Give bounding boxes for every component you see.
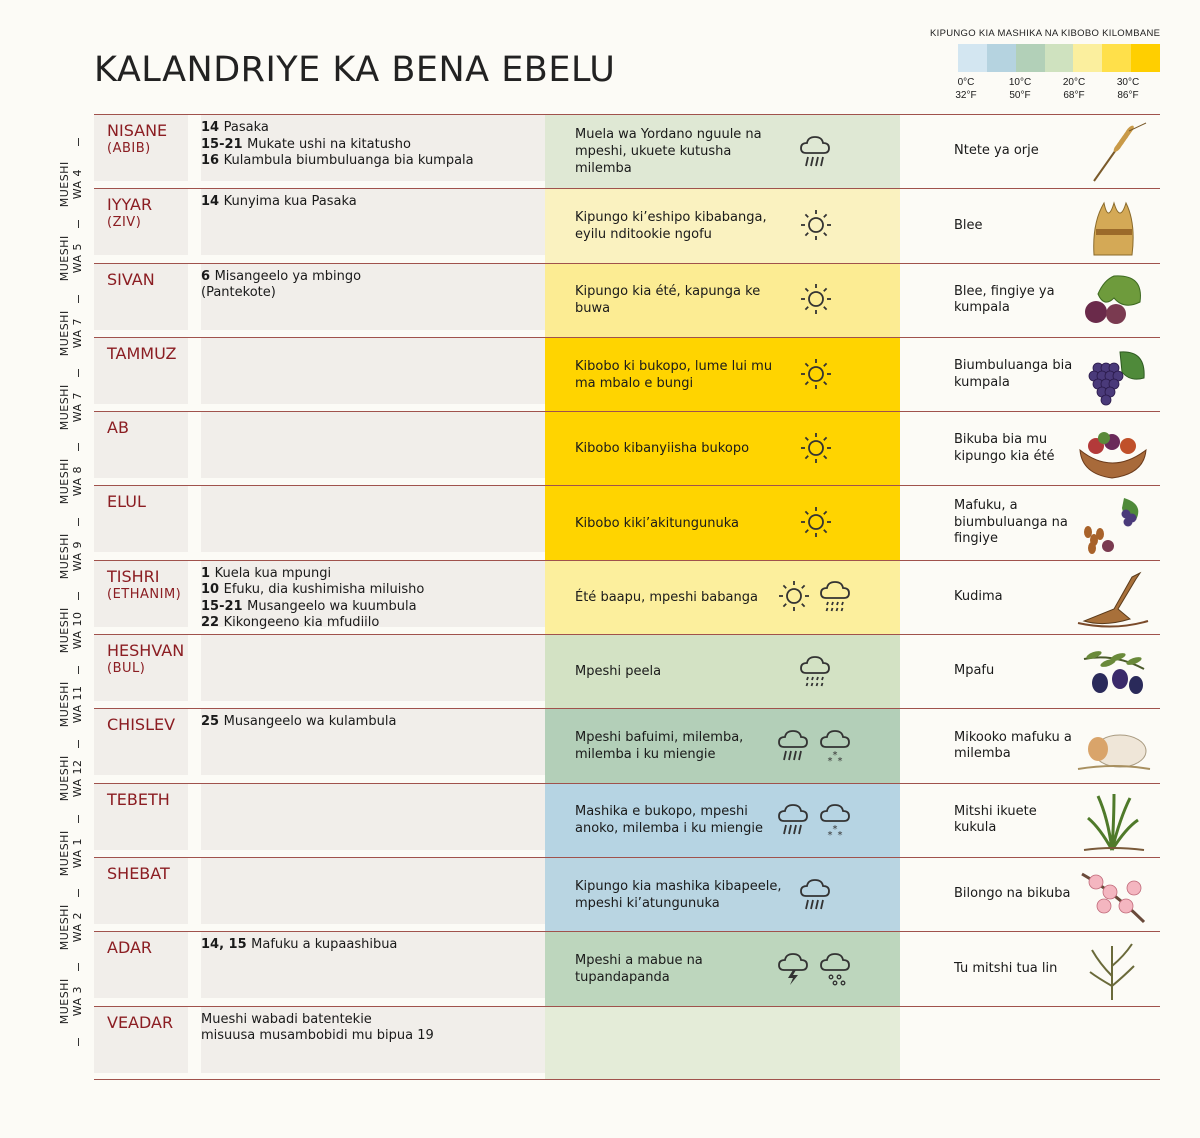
agriculture-text: Blee, fingiye ya kumpala — [954, 283, 1055, 316]
month-row — [94, 188, 1160, 262]
events-cell — [201, 115, 545, 181]
month-row — [94, 411, 1160, 485]
agriculture-text: Kudima — [954, 589, 1003, 605]
event-date: 1 — [201, 565, 215, 581]
month-cell — [94, 635, 188, 701]
agriculture-text: Biumbuluanga bia kumpala — [954, 358, 1073, 390]
event-text: Kunyima kua Pasaka — [223, 194, 357, 210]
tick-celsius: 10°C — [1008, 77, 1032, 88]
event-line — [201, 566, 545, 583]
agriculture-illustration — [1074, 788, 1152, 854]
month-cell — [94, 486, 188, 552]
weather-icons — [797, 189, 835, 262]
event-text: Kikongeeno kia mfudiilo — [223, 615, 380, 631]
agriculture-illustration — [1074, 193, 1152, 259]
event-text: Mueshi wabadi batentekie — [201, 1011, 372, 1027]
month-alt-name: (ETHANIM) — [107, 586, 182, 602]
agriculture-illustration — [1074, 490, 1152, 556]
weather-text: Mpeshi a mabue na tupandapanda — [575, 952, 703, 985]
gregorian-month-label: MUESHI WA 7 — [58, 384, 84, 431]
agriculture-illustration — [1074, 342, 1152, 408]
thunder-cloud-icon — [775, 950, 813, 988]
legend-tick — [946, 76, 986, 102]
month-row — [94, 931, 1160, 1005]
event-date: 14 — [201, 120, 224, 135]
events-cell — [201, 932, 545, 998]
weather-cell — [545, 189, 900, 262]
weather-cell — [545, 858, 900, 931]
fruit-basket-icon — [1074, 416, 1152, 482]
tick-fahrenheit: 86°F — [1117, 90, 1139, 101]
weather-cell — [545, 709, 900, 782]
month-row — [94, 263, 1160, 337]
month-name: NISANE — [107, 121, 168, 140]
weather-icons — [775, 709, 855, 782]
events-cell — [201, 338, 545, 404]
flax-icon — [1074, 936, 1152, 1002]
weather-text: Kipungo kia été, kapunga ke buwa — [575, 284, 761, 317]
agriculture-text: Blee — [954, 217, 983, 233]
weather-cell — [545, 635, 900, 708]
agriculture-illustration — [1074, 713, 1152, 779]
event-line — [201, 194, 545, 211]
event-date: 10 — [201, 582, 224, 598]
weather-cell — [545, 115, 900, 188]
month-cell — [94, 115, 188, 181]
rain-cloud-icon — [797, 133, 835, 171]
weather-icons — [775, 932, 855, 1005]
svg-text:*: * — [827, 756, 833, 766]
gregorian-month-label: MUESHI WA 12 — [58, 755, 84, 802]
svg-text:*: * — [827, 830, 833, 840]
gregorian-month-label: MUESHI WA 2 — [58, 904, 84, 951]
month-name: SHEBAT — [107, 863, 170, 883]
agriculture-illustration — [1074, 268, 1152, 334]
month-cell — [94, 784, 188, 850]
event-date: 25 — [201, 714, 224, 730]
event-text: Mafuku a kupaashibua — [251, 937, 398, 953]
event-text: Pasaka — [223, 120, 269, 135]
events-cell — [201, 709, 545, 775]
weather-icons — [797, 338, 835, 411]
gregorian-month-label: MUESHI WA 5 — [58, 235, 84, 282]
hail-cloud-icon — [817, 950, 855, 988]
svg-text:*: * — [837, 756, 843, 766]
agriculture-illustration — [1074, 639, 1152, 705]
legend-tick — [1000, 76, 1040, 102]
event-date: 15-21 — [201, 598, 248, 614]
agriculture-illustration — [1074, 416, 1152, 482]
month-name: CHISLEV — [107, 715, 176, 735]
weather-text: Mpeshi peela — [575, 664, 662, 680]
weather-icons — [797, 486, 835, 559]
event-text: misuusa musambobidi mu bipua 19 — [201, 1028, 434, 1044]
weather-cell — [545, 486, 900, 559]
month-cell — [94, 264, 188, 330]
weather-text: Mpeshi bafuimi, milemba, milemba i ku miengie — [575, 730, 744, 763]
event-text: Kuela kua mpungi — [214, 565, 332, 581]
month-row — [94, 783, 1160, 857]
month-name: VEADAR — [107, 1012, 174, 1032]
weather-icons — [797, 635, 835, 708]
event-date: 14 — [201, 194, 224, 210]
weather-text: Kipungo kia mashika kibapeele, mpeshi ki’atungunuka — [575, 878, 782, 911]
event-text: Musangeelo wa kuumbula — [247, 598, 417, 614]
fig-icon — [1074, 268, 1152, 334]
side-separator — [78, 1038, 79, 1046]
month-row — [94, 857, 1160, 931]
sun-icon — [797, 207, 835, 245]
event-date: 22 — [201, 615, 224, 631]
agriculture-illustration — [1074, 862, 1152, 928]
month-cell — [94, 1007, 188, 1073]
events-cell — [201, 784, 545, 850]
month-name: TAMMUZ — [107, 343, 177, 363]
month-row — [94, 485, 1160, 559]
events-cell — [201, 561, 545, 631]
agriculture-text: Ntete ya orje — [954, 143, 1039, 159]
agriculture-text: Mitshi ikuete kukula — [954, 803, 1037, 836]
weather-icons — [797, 412, 835, 485]
tick-celsius: 30°C — [1116, 77, 1140, 88]
svg-text:*: * — [832, 824, 838, 836]
event-date: 6 — [201, 268, 215, 284]
sheaf-icon — [1074, 193, 1152, 259]
month-alt-name: (ZIV) — [107, 215, 142, 231]
grapes-icon — [1074, 342, 1152, 408]
month-row — [94, 1006, 1160, 1080]
weather-icons — [797, 264, 835, 337]
weather-icons — [797, 115, 835, 188]
rain-cloud-icon — [775, 727, 813, 765]
event-line — [201, 137, 545, 154]
event-text: (Pantekote) — [201, 285, 276, 301]
weather-text: Muela wa Yordano nguule na mpeshi, ukuete kutusha milemba — [575, 127, 762, 177]
blossom-icon — [1074, 862, 1152, 928]
month-name: ELUL — [107, 492, 146, 512]
event-date: 16 — [201, 153, 224, 168]
month-cell — [94, 932, 188, 998]
month-cell — [94, 709, 188, 775]
weather-text: Mashika e bukopo, mpeshi anoko, milemba i ku miengie — [575, 804, 763, 837]
weather-cell — [545, 932, 900, 1005]
events-cell — [201, 486, 545, 552]
event-date: 14, 15 — [201, 937, 252, 953]
event-line — [201, 599, 545, 616]
month-name: TISHRI — [107, 566, 160, 586]
legend-swatch — [958, 44, 987, 72]
side-separator — [78, 138, 79, 146]
month-name: AB — [107, 418, 129, 438]
rain-cloud-icon — [797, 876, 835, 914]
sprout-icon — [1074, 788, 1152, 854]
weather-cell — [545, 264, 900, 337]
month-row — [94, 634, 1160, 708]
month-name: SIVAN — [107, 269, 155, 289]
sheep-icon — [1074, 713, 1152, 779]
month-row — [94, 337, 1160, 411]
legend-color-bar — [958, 44, 1160, 72]
weather-text: Kibobo kiki’akitungunuka — [575, 515, 740, 531]
events-cell — [201, 264, 545, 330]
month-row — [94, 708, 1160, 782]
month-alt-name: (ABIB) — [107, 141, 151, 156]
events-cell — [201, 1007, 545, 1073]
legend-swatch — [1102, 44, 1131, 72]
tick-fahrenheit: 50°F — [1009, 90, 1031, 101]
weather-cell — [545, 412, 900, 485]
month-name: ADAR — [107, 938, 153, 958]
event-line — [201, 714, 545, 731]
weather-cell — [545, 784, 900, 857]
gregorian-month-label: MUESHI WA 4 — [58, 161, 84, 208]
legend-ticks — [930, 76, 1160, 106]
legend-swatch — [1131, 44, 1160, 72]
gregorian-month-label: MUESHI WA 9 — [58, 532, 84, 579]
olive-icon — [1074, 639, 1152, 705]
event-line — [201, 285, 545, 302]
tick-fahrenheit: 68°F — [1063, 90, 1085, 101]
weather-text: Kibobo ki bukopo, lume lui mu ma mbalo e bungi — [575, 358, 773, 391]
temperature-legend — [930, 28, 1160, 106]
legend-swatch — [1045, 44, 1074, 72]
tick-fahrenheit: 32°F — [955, 90, 977, 101]
agriculture-illustration — [1074, 936, 1152, 1002]
month-cell — [94, 561, 188, 627]
gregorian-month-label: MUESHI WA 8 — [58, 458, 84, 505]
month-name: HESHVAN — [107, 641, 185, 661]
gregorian-month-label: MUESHI WA 10 — [58, 606, 84, 653]
event-line — [201, 120, 545, 137]
month-row — [94, 114, 1160, 188]
month-cell — [94, 858, 188, 924]
month-row — [94, 560, 1160, 634]
event-line — [201, 582, 545, 599]
rain-cloud-icon — [775, 801, 813, 839]
legend-title: KIPUNGO KIA MASHIKA NA KIBOBO KILOMBANE — [930, 28, 1161, 39]
event-line — [201, 937, 545, 954]
svg-text:*: * — [832, 750, 838, 762]
gregorian-month-label: MUESHI WA 7 — [58, 309, 84, 356]
legend-tick — [1054, 76, 1094, 102]
sun-icon — [797, 504, 835, 542]
legend-swatch — [987, 44, 1016, 72]
sun-icon — [797, 430, 835, 468]
weather-cell — [545, 561, 900, 634]
agriculture-text: Mikooko mafuku a milemba — [954, 729, 1072, 762]
dates-icon — [1074, 490, 1152, 556]
month-cell — [94, 189, 188, 255]
agriculture-text: Mafuku, a biumbuluanga na fingiye — [954, 498, 1068, 547]
agriculture-text: Mpafu — [954, 663, 995, 679]
legend-tick — [1108, 76, 1148, 102]
agriculture-text: Bilongo na bikuba — [954, 886, 1071, 902]
legend-swatch — [1016, 44, 1045, 72]
weather-icons — [797, 858, 835, 931]
gregorian-month-label: MUESHI WA 1 — [58, 829, 84, 876]
event-date: 15-21 — [201, 136, 248, 152]
event-line — [201, 615, 545, 632]
weather-text: Kipungo ki’eshipo kibabanga, eyilu nditookie ngofu — [575, 209, 767, 242]
month-cell — [94, 338, 188, 404]
event-line — [201, 153, 545, 170]
agriculture-text: Bikuba bia mu kipungo kia été — [954, 432, 1055, 464]
svg-text:*: * — [837, 830, 843, 840]
calendar-table — [94, 114, 1160, 1080]
weather-icons — [775, 784, 855, 857]
sun-icon — [797, 281, 835, 319]
gregorian-month-label: MUESHI WA 3 — [58, 978, 84, 1025]
month-cell — [94, 412, 188, 478]
sun-icon — [797, 356, 835, 394]
agriculture-illustration — [1074, 119, 1152, 185]
event-text: Efuku, dia kushimisha miluisho — [223, 582, 425, 598]
event-line — [201, 269, 545, 286]
weather-text: Été baapu, mpeshi babanga — [575, 589, 758, 605]
drizzle-cloud-icon — [817, 578, 855, 616]
drizzle-cloud-icon — [797, 653, 835, 691]
month-name: TEBETH — [107, 789, 170, 809]
event-text: Mukate ushi na kitatusho — [247, 136, 411, 152]
event-line — [201, 1012, 545, 1029]
weather-text: Kibobo kibanyiisha bukopo — [575, 441, 750, 457]
plow-icon — [1074, 565, 1152, 631]
wheat-icon — [1074, 119, 1152, 185]
gregorian-month-label: MUESHI WA 11 — [58, 681, 84, 728]
weather-cell — [545, 338, 900, 411]
sun-icon — [775, 578, 813, 616]
event-text: Misangeelo ya mbingo — [214, 268, 362, 284]
month-alt-name: (BUL) — [107, 661, 146, 677]
weather-icons — [775, 561, 855, 634]
event-text: Kulambula biumbuluanga bia kumpala — [223, 153, 474, 168]
legend-swatch — [1073, 44, 1102, 72]
agriculture-text: Tu mitshi tua lin — [954, 960, 1058, 976]
events-cell — [201, 412, 545, 478]
events-cell — [201, 635, 545, 701]
event-text: Musangeelo wa kulambula — [223, 714, 397, 730]
tick-celsius: 20°C — [1062, 77, 1086, 88]
events-cell — [201, 858, 545, 924]
weather-cell — [545, 1007, 900, 1079]
page-title: KALANDRIYE KA BENA EBELU — [94, 50, 616, 90]
agriculture-illustration — [1074, 565, 1152, 631]
month-name: IYYAR — [107, 195, 153, 215]
event-line — [201, 1028, 545, 1045]
events-cell — [201, 189, 545, 255]
snow-cloud-icon — [817, 801, 855, 839]
snow-cloud-icon — [817, 727, 855, 765]
tick-celsius: 0°C — [957, 77, 975, 88]
